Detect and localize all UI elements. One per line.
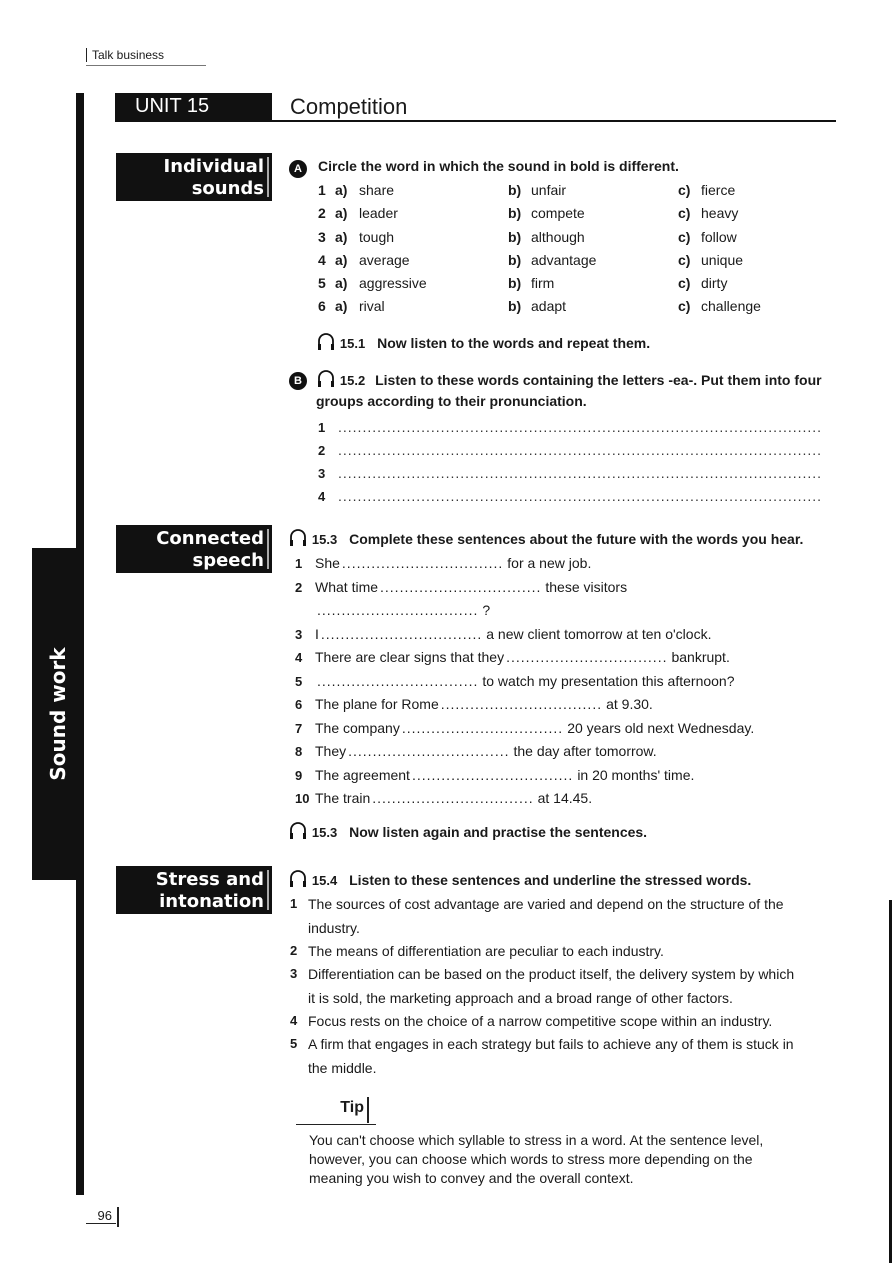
- option-c: follow: [701, 228, 737, 245]
- option-label: c): [678, 182, 691, 198]
- option-c: fierce: [701, 182, 736, 198]
- sentence-start: The agreement: [315, 766, 410, 783]
- stress-item: [290, 892, 835, 940]
- sentence-end: these visitors: [545, 578, 628, 595]
- item-number: 1: [295, 556, 303, 571]
- headphones-icon: [316, 332, 336, 352]
- item-number: 4: [318, 489, 326, 504]
- item-number: 3: [290, 966, 298, 981]
- option-a: rival: [359, 298, 385, 315]
- item-number: 3: [318, 228, 326, 245]
- option-b: unfair: [531, 182, 567, 198]
- section-tab-stress-intonation: [116, 866, 272, 914]
- sentence-end: the day after tomorrow.: [513, 743, 657, 759]
- item-number: 2: [318, 205, 326, 222]
- audio-track-number: 15.3: [311, 532, 338, 547]
- item-number: 9: [295, 767, 303, 783]
- option-label: a): [335, 275, 348, 292]
- unit-label: UNIT 15: [115, 93, 272, 120]
- item-number: 1: [290, 896, 298, 911]
- headphones-icon: [288, 821, 308, 841]
- exercise-a-row: [318, 273, 838, 296]
- sentence-end: a new client tomorrow at ten o'clock.: [486, 625, 712, 642]
- sentence-start: The train: [315, 790, 371, 806]
- option-label: a): [335, 182, 348, 198]
- tip-line: meaning you wish to convey and the overall context.: [309, 1170, 634, 1186]
- sentence-item: [295, 647, 835, 671]
- blank-dots: .................................: [317, 602, 479, 618]
- answer-line: [318, 463, 838, 486]
- stress-instruction-text: Listen to these sentences and underline the stressed words.: [349, 872, 752, 888]
- audio-track-number: 15.2: [339, 373, 366, 388]
- sentence-end: in 20 months' time.: [577, 766, 695, 783]
- item-number: 6: [295, 697, 303, 712]
- item-number: 7: [295, 720, 303, 736]
- item-number: 6: [318, 298, 326, 315]
- sentence-item: [295, 765, 835, 789]
- sentence-end: 20 years old next Wednesday.: [567, 719, 755, 736]
- item-number: 2: [318, 443, 326, 458]
- headphones-icon: [288, 528, 308, 548]
- blank-dots: ...................................................................................................: [338, 419, 823, 435]
- stress-item: [290, 962, 835, 1010]
- sentence-start: The plane for Rome: [315, 696, 439, 712]
- sentence-start: She: [315, 555, 340, 571]
- option-c: challenge: [701, 298, 761, 315]
- option-c: heavy: [701, 205, 739, 222]
- blank-dots: ...................................................................................................: [338, 442, 823, 458]
- option-label: c): [678, 205, 691, 222]
- tip-line: You can't choose which syllable to stress in a word. At the sentence level,: [309, 1132, 764, 1148]
- connected-instruction: [288, 528, 803, 548]
- sentence-start: What time: [315, 578, 379, 595]
- exercise-a-row: [318, 250, 838, 273]
- item-number: 5: [295, 673, 303, 689]
- section-tab-label: Stress and intonation: [155, 869, 264, 912]
- exercise-a-audio: [316, 332, 650, 352]
- blank-dots: .................................: [317, 672, 479, 689]
- running-head-rule: [86, 65, 206, 66]
- sentence-item: [295, 694, 835, 718]
- sentence-end: to watch my presentation this afternoon?: [482, 672, 735, 689]
- sentence-item: [295, 741, 835, 765]
- option-label: a): [335, 298, 348, 315]
- blank-dots: .................................: [411, 766, 574, 783]
- stress-line: it is sold, the marketing approach and a broad range of other factors.: [308, 990, 733, 1006]
- answer-line: [318, 417, 838, 440]
- option-a: aggressive: [359, 275, 427, 292]
- section-tab-label: Individual sounds: [163, 156, 264, 199]
- blank-dots: .................................: [506, 649, 668, 665]
- header-rule: [115, 120, 836, 122]
- section-tab-label: Connected speech: [156, 528, 264, 571]
- sidebar-tab-label: Sound work: [46, 647, 70, 781]
- headphones-icon: [288, 869, 308, 889]
- blank-dots: .................................: [341, 555, 504, 571]
- connected-items: [295, 553, 835, 812]
- item-number: 1: [318, 420, 326, 435]
- page-title: Competition: [290, 94, 408, 119]
- stress-line: industry.: [308, 920, 360, 936]
- item-number: 4: [295, 650, 303, 665]
- item-number: 5: [290, 1036, 298, 1051]
- tip-body: [309, 1131, 829, 1188]
- sentence-item: [295, 718, 835, 742]
- option-label: b): [508, 275, 522, 292]
- option-a: share: [359, 182, 395, 198]
- stress-line: Differentiation can be based on the product itself, the delivery system by which: [308, 966, 795, 982]
- stress-instruction: [288, 869, 751, 889]
- option-b: adapt: [531, 298, 567, 315]
- connected-instruction-text: Complete these sentences about the future with the words you hear.: [349, 531, 804, 547]
- option-label: b): [508, 205, 522, 222]
- exercise-a-row: [318, 227, 838, 250]
- option-a: tough: [359, 228, 395, 245]
- audio-track-number: 15.4: [311, 873, 338, 888]
- running-head: Talk business: [86, 48, 164, 62]
- option-label: b): [508, 251, 522, 268]
- item-number: 4: [290, 1013, 298, 1028]
- sidebar-tab: [32, 548, 84, 880]
- stress-line: The means of differentiation are peculiar to each industry.: [308, 943, 664, 959]
- exercise-b-badge: B: [289, 372, 307, 390]
- exercise-a-row: [318, 203, 838, 226]
- sentence-item: [295, 671, 835, 695]
- option-label: c): [678, 275, 691, 292]
- exercise-b-answer-lines: [318, 417, 838, 509]
- sentence-start: The company: [315, 719, 400, 736]
- option-label: b): [508, 182, 522, 198]
- exercise-a-row: [318, 296, 838, 319]
- option-b: although: [531, 228, 585, 245]
- sentence-item: [295, 577, 835, 601]
- stress-items: [290, 892, 835, 1079]
- option-label: c): [678, 228, 691, 245]
- item-number: 5: [318, 275, 326, 292]
- item-number: 2: [290, 943, 298, 958]
- sentence-start: They: [315, 743, 347, 759]
- sentence-end: at 9.30.: [606, 696, 653, 712]
- blank-dots: .................................: [440, 696, 603, 712]
- connected-instruction-2: Now listen again and practise the sentences.: [349, 824, 648, 840]
- sentence-item: [295, 624, 835, 648]
- sentence-item: [295, 600, 835, 624]
- option-b: firm: [531, 275, 555, 292]
- option-b: compete: [531, 205, 585, 222]
- stress-item: [290, 1009, 835, 1033]
- answer-line: [318, 486, 838, 509]
- sentence-end: for a new job.: [507, 555, 592, 571]
- stress-line: A firm that engages in each strategy but fails to achieve any of them is stuck in: [308, 1036, 794, 1052]
- stress-item: [290, 1032, 835, 1080]
- sentence-start: I: [315, 625, 319, 642]
- sentence-end: ?: [482, 602, 491, 618]
- exercise-a-table: [318, 180, 838, 320]
- item-number: 2: [295, 579, 303, 595]
- option-b: advantage: [531, 251, 597, 268]
- item-number: 3: [318, 466, 326, 481]
- option-label: a): [335, 251, 348, 268]
- blank-dots: .................................: [348, 743, 510, 759]
- option-label: b): [508, 298, 522, 315]
- exercise-b-instruction: [316, 369, 836, 411]
- sentence-end: at 14.45.: [537, 790, 593, 806]
- blank-dots: ...................................................................................................: [338, 488, 823, 504]
- item-number: 10: [295, 791, 310, 806]
- item-number: 1: [318, 182, 326, 198]
- blank-dots: .................................: [320, 625, 483, 642]
- option-a: average: [359, 251, 410, 268]
- exercise-b-instruction-text: Listen to these words containing the letters -ea-. Put them into four groups according to their pronunciation.: [316, 372, 822, 409]
- section-tab-connected-speech: [116, 525, 272, 573]
- exercise-a-instruction: Circle the word in which the sound in bold is different.: [318, 158, 679, 174]
- option-c: dirty: [701, 275, 728, 292]
- option-a: leader: [359, 205, 398, 222]
- option-label: b): [508, 228, 522, 245]
- audio-track-number: 15.3: [311, 825, 338, 840]
- page-number: 96: [86, 1208, 116, 1224]
- right-edge-rule: [889, 900, 892, 1263]
- tip-line: however, you can choose which words to stress more depending on the: [309, 1151, 753, 1167]
- stress-line: the middle.: [308, 1060, 377, 1076]
- page-number-tick: [117, 1207, 119, 1227]
- blank-dots: .................................: [401, 719, 564, 736]
- connected-audio-2: [288, 821, 647, 841]
- stress-item: [290, 939, 835, 963]
- headphones-icon: [316, 369, 336, 389]
- tip-heading: Tip: [296, 1099, 376, 1125]
- sentence-start: There are clear signs that they: [315, 649, 505, 665]
- option-c: unique: [701, 251, 744, 268]
- exercise-a-badge: A: [289, 160, 307, 178]
- tip-tick: [367, 1097, 369, 1123]
- sentence-item: [295, 553, 835, 577]
- option-label: a): [335, 205, 348, 222]
- blank-dots: ...................................................................................................: [338, 465, 823, 481]
- audio-track-number: 15.1: [339, 336, 366, 351]
- item-number: 3: [295, 626, 303, 642]
- item-number: 8: [295, 744, 303, 759]
- stress-line: The sources of cost advantage are varied and depend on the structure of the: [308, 896, 784, 912]
- exercise-a-row: [318, 180, 838, 203]
- blank-dots: .................................: [372, 790, 534, 806]
- stress-line: Focus rests on the choice of a narrow competitive scope within an industry.: [308, 1013, 773, 1029]
- answer-line: [318, 440, 838, 463]
- option-label: a): [335, 228, 348, 245]
- item-number: 4: [318, 251, 326, 268]
- option-label: c): [678, 298, 691, 315]
- blank-dots: .................................: [380, 578, 542, 595]
- section-tab-individual-sounds: [116, 153, 272, 201]
- sentence-end: bankrupt.: [671, 649, 730, 665]
- audio-instruction: Now listen to the words and repeat them.: [377, 335, 651, 351]
- option-label: c): [678, 251, 691, 268]
- sentence-item: [295, 788, 835, 812]
